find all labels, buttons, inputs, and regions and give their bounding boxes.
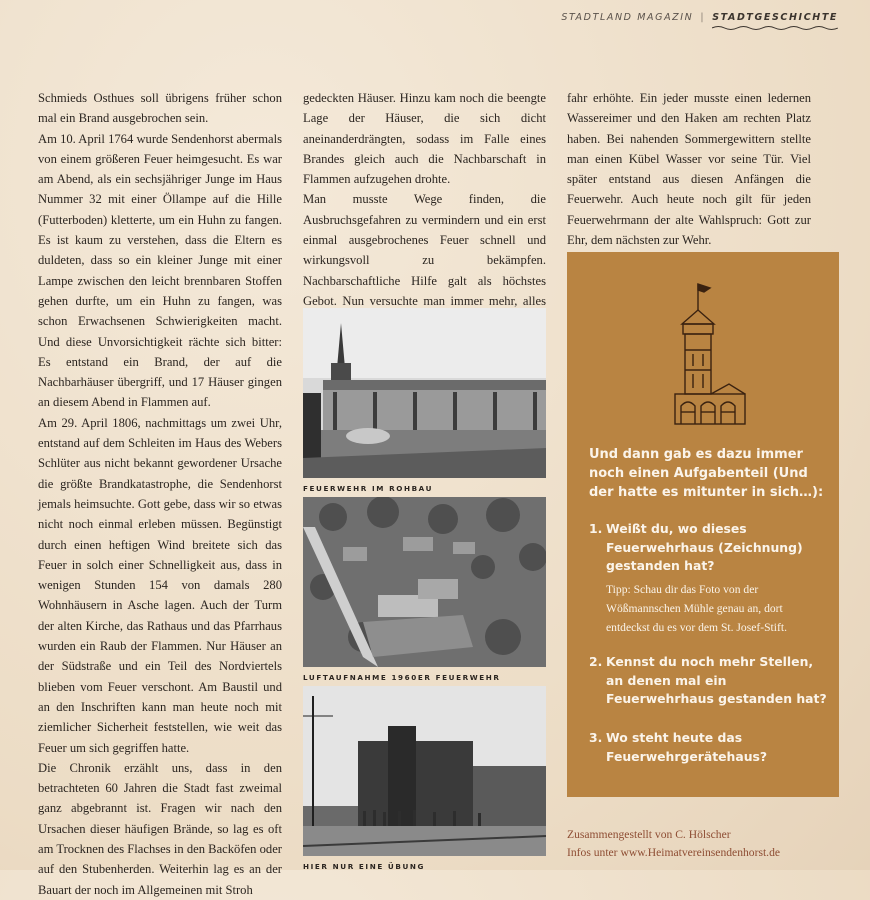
question-text: Wo steht heute das Feuerwehrgerätehaus? <box>606 730 768 764</box>
question-text: Kennst du noch mehr Stellen, an denen mal ein Feuerwehrhaus gestanden hat? <box>606 654 827 706</box>
photo-caption: FEUERWEHR IM ROHBAU <box>303 484 434 493</box>
quiz-question <box>589 729 829 766</box>
question-number: 3. <box>589 730 603 745</box>
magazine-header <box>561 12 838 23</box>
fire-tower-drawing-icon <box>673 280 749 426</box>
photo-fire-station-construction <box>303 308 546 478</box>
wave-underline-icon <box>712 25 838 31</box>
header-separator: | <box>700 12 706 23</box>
section-title <box>712 12 838 23</box>
question-number: 1. <box>589 521 603 536</box>
article-paragraph: Man musste Wege finden, die Ausbruchsgefahren zu vermindern und ein erst einmal ausgebrochenes Feuer schnell und wirkungsvoll zu bekämpfen. Nachbarschaftliche Hilfe galt als höchstes Gebot. Nun versuchte man immer mehr, alles <box>303 192 546 308</box>
article-paragraph: Schmieds Osthues soll übrigens früher schon mal ein Brand ausgebrochen sein. <box>38 91 282 126</box>
article-paragraph: gedeckten Häuser. Hinzu kam noch die beengte Lage der Häuser, die sich dicht aneinanderdrängten, sodass im Falle eines Brandes gleich auch die Nachbarschaft in Flammen aufzugehen drohte. <box>303 91 546 187</box>
quiz-intro: Und dann gab es dazu immer noch einen Aufgabenteil (Und der hatte es mitunter in sich…): <box>589 447 824 500</box>
question-text: Weißt du, wo dieses Feuerwehrhaus (Zeichnung) gestanden hat? <box>606 521 803 573</box>
quiz-question <box>589 520 829 576</box>
section-label: STADTGESCHICHTE <box>712 12 838 23</box>
magazine-name: STADTLAND <box>561 12 633 23</box>
quiz-box <box>567 252 839 797</box>
photo-caption: HIER NUR EINE ÜBUNG <box>303 862 426 871</box>
article-column-1 <box>38 88 282 900</box>
credits-author: Zusammengestellt von C. Hölscher <box>567 828 731 841</box>
article-paragraph: Am 29. April 1806, nachmittags um zwei Uhr, entstand auf dem Schleiten im Haus des Webers Schlüter aus nicht bekannt gewordener Ursache die größte Brandkatastrophe, die Sendenhorst jemals heimsuchte. Gott gebe, dass wir so etwas nicht noch einmal erleben müssen. Begünstigt durch einen heftigen Wind breitete sich das Feuer in solch einer Schnelligkeit aus, dass in wenigen Stunden 154 von damals 280 Wohnhäusern in Asche lagen. Auch der Turm der alten Kirche, das Rathaus und das Pfarrhaus wurden ein Raub der Flammen. Nur Häuser an der Südstraße und ein Teil des Nordviertels blieben vom Feuer verschont. Am Baustil und an den Inschriften kann man heute noch mit ziemlicher Sicherheit feststellen, wie weit das Feuer um sich gegriffen hatte. <box>38 415 282 755</box>
photo-fire-drill <box>303 686 546 856</box>
article-paragraph: Die Chronik erzählt uns, dass in den betrachteten 60 Jahren die Stadt fast zweimal ganz abgebrannt ist. Fragen wir nach den Ursachen dieser häufigen Brände, so lag es oft am Trocknen des Flachses in den Backöfen oder auf den Stubenherden. Weiterhin lag es an der Bauart der noch im Allgemeinen mit Stroh <box>38 760 282 897</box>
quiz-tip: Tipp: Schau dir das Foto von der Wößmannschen Mühle genau an, dort entdeckst du es vor dem St. Josef-Stift. <box>606 583 787 634</box>
article-column-3 <box>567 88 811 250</box>
article-column-2 <box>303 88 546 332</box>
credits-website[interactable]: Infos unter www.Heimatvereinsendenhorst.de <box>567 846 781 859</box>
article-paragraph: Am 10. April 1764 wurde Sendenhorst abermals von einem größeren Feuer heimgesucht. Es war am Abend, als ein sechsjähriger Junge im Haus Nummer 32 mit einer Öllampe auf die Hille (Futterboden) kletterte, um ein Huhn zu fangen. Es ist kaum zu verstehen, dass die Eltern es duldeten, dass so ein kleiner Junge mit einer Lampe zwischen den leicht brennbaren Stoffen gehen durfte, um ein Huhn zu fangen, was schon Erwachsenen Schwierigkeiten macht. Und diese Unvorsichtigkeit rächte sich bitter: Es entstand ein Brand, der auf die Nachbarhäuser übergriff, und 17 Häuser gingen an diesem Abend in Flammen auf. <box>38 131 282 410</box>
photo-caption: LUFTAUFNAHME 1960ER FEUERWEHR <box>303 673 501 682</box>
magazine-suffix: MAGAZIN <box>637 12 694 23</box>
question-number: 2. <box>589 654 603 669</box>
quiz-question <box>589 653 829 709</box>
article-paragraph: fahr erhöhte. Ein jeder musste einen ledernen Wassereimer und den Haken am rechten Platz haben. Bei nahenden Sommergewittern stellte man einen Kübel Wasser vor seine Tür. Viel später entstand aus diesen Anfängen die Feuerwehr. Auch heute noch gilt für jeden Feuerwehrmann der alte Wahlspruch: Gott zur Ehr, dem nächsten zur Wehr. <box>567 91 811 248</box>
photo-aerial-view <box>303 497 546 667</box>
credits <box>567 826 780 862</box>
